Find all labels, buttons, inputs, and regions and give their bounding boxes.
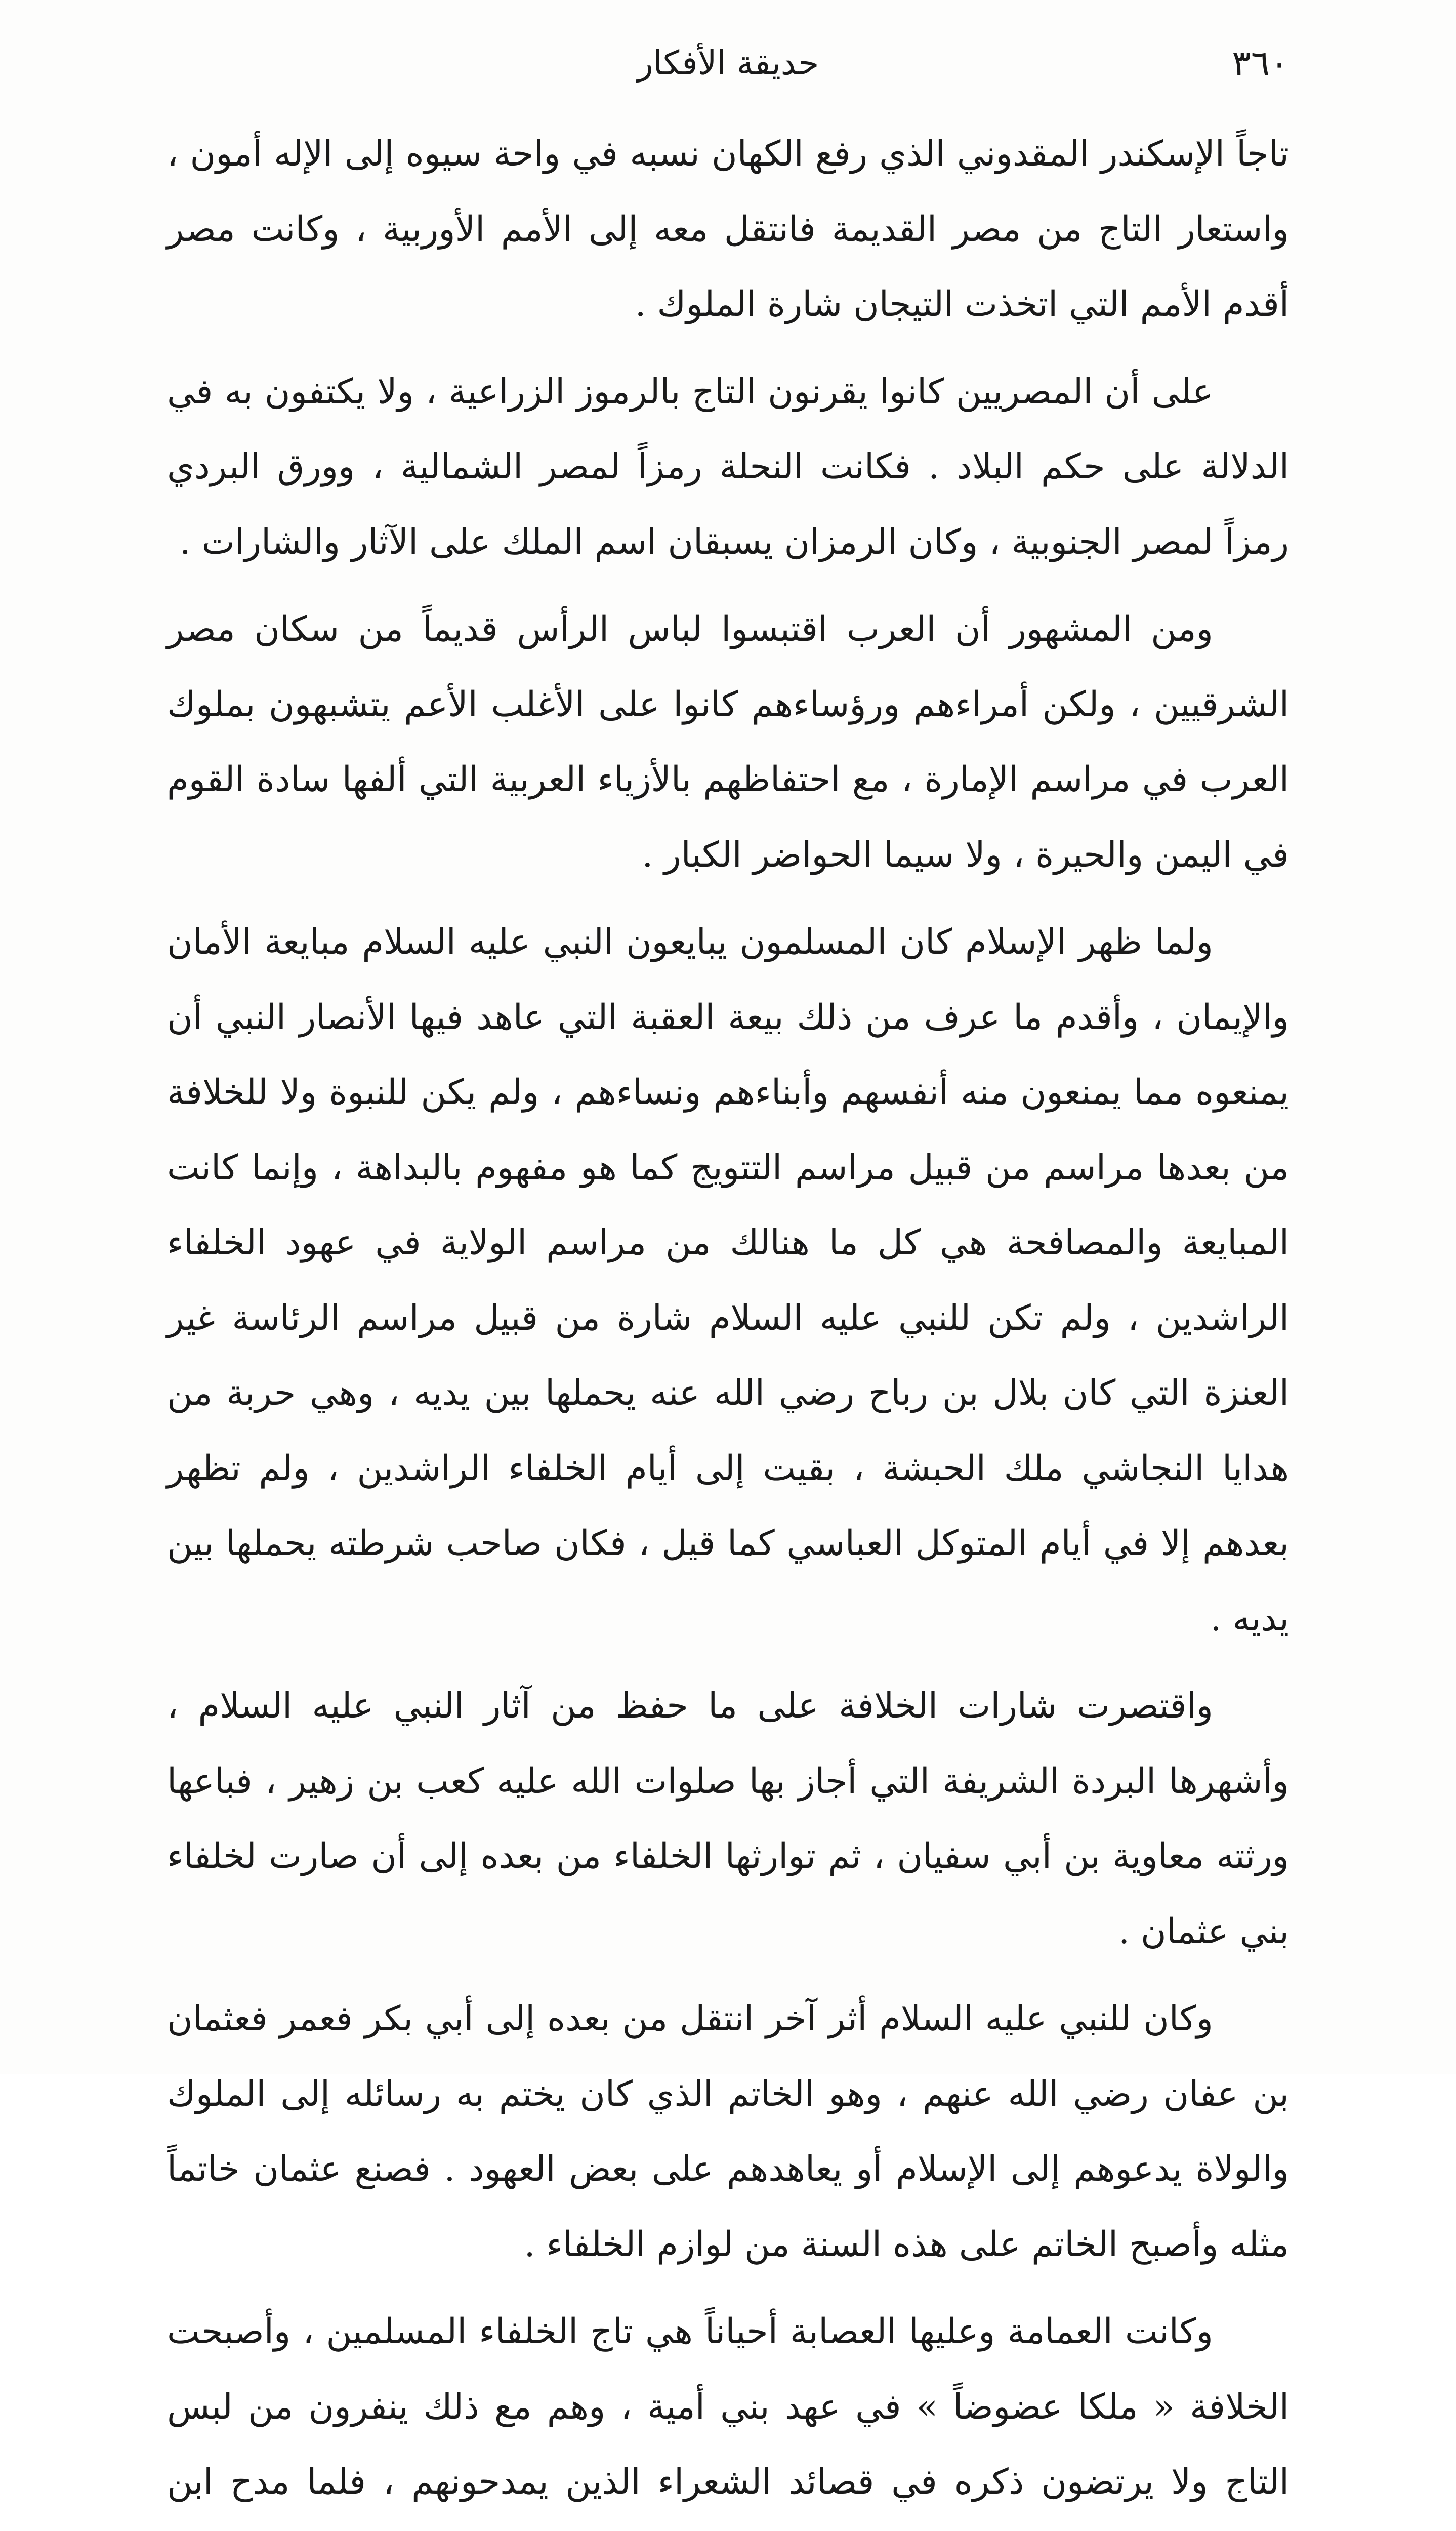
paragraph: على أن المصريين كانوا يقرنون التاج بالرموز الزراعية ، ولا يكتفون به في الدلالة على حكم البلاد . فكانت النحلة رمزاً لمصر الشمالية ، وورق البردي رمزاً لمصر الجنوبية ، وكان الرمزان يسبقان اسم الملك على الآثار والشارات . — [167, 371, 1289, 562]
paragraph: وكان للنبي عليه السلام أثر آخر انتقل من بعده إلى أبي بكر فعمر فعثمان بن عفان رضي الله عنهم ، وهو الخاتم الذي كان يختم به رسائله إلى الملوك والولاة يدعوهم إلى الإسلام أو يعاهدهم على بعض العهود . فصنع عثمان خاتماً مثله وأصبح الخاتم على هذه السنة من لوازم الخلفاء . — [167, 1998, 1289, 2265]
paragraph: ومن المشهور أن العرب اقتبسوا لباس الرأس قديماً من سكان مصر الشرقيين ، ولكن أمراءهم ورؤساءهم كانوا على الأغلب الأعم يتشبهون بملوك العرب في مراسم الإمارة ، مع احتفاظهم بالأزياء العربية التي ألفها سادة القوم في اليمن والحيرة ، ولا سيما الحواضر الكبار . — [167, 609, 1289, 875]
paragraph: واقتصرت شارات الخلافة على ما حفظ من آثار النبي عليه السلام ، وأشهرها البردة الشريفة التي أجاز بها صلوات الله عليه كعب بن زهير ، فباعها ورثته معاوية بن أبي سفيان ، ثم توارثها الخلفاء من بعده إلى أن صارت لخلفاء بني عثمان . — [167, 1686, 1289, 1952]
paragraph: وكانت العمامة وعليها العصابة أحياناً هي تاج الخلفاء المسلمين ، وأصبحت الخلافة « ملكا عضوضاً » في عهد بني أمية ، وهم مع ذلك ينفرون من لبس التاج ولا يرتضون ذكره في قصائد الشعراء الذين يمدحونهم ، فلما مدح ابن — [167, 2311, 1289, 2502]
body-text — [167, 116, 1289, 2531]
running-title: حديقة الأفكار — [637, 44, 819, 83]
paragraph: ولما ظهر الإسلام كان المسلمون يبايعون النبي عليه السلام مبايعة الأمان والإيمان ، وأقدم ما عرف من ذلك بيعة العقبة التي عاهد فيها الأنصار النبي أن يمنعوه مما يمنعون منه أنفسهم وأبناءهم ونساءهم ، ولم يكن للنبوة ولا للخلافة من بعدها مراسم من قبيل مراسم التتويج كما هو مفهوم بالبداهة ، وإنما كانت المبايعة والمصافحة هي كل ما هنالك من مراسم الولاية في عهود الخلفاء الراشدين ، ولم تكن للنبي عليه السلام شارة من قبيل مراسم الرئاسة غير العنزة التي كان بلال بن رباح رضي الله عنه يحملها بين يديه ، وهي حربة من هدايا النجاشي ملك الحبشة ، بقيت إلى أيام الخلفاء الراشدين ، ولم تظهر بعدهم إلا في أيام المتوكل العباسي كما قيل ، فكان صاحب شرطته يحملها بين يديه . — [167, 922, 1289, 1639]
page-number: ٣٦٠ — [1232, 43, 1289, 84]
page-header — [167, 35, 1289, 91]
paragraph: تاجاً الإسكندر المقدوني الذي رفع الكهان نسبه في واحة سيوه إلى الإله أمون ، واستعار التاج من مصر القديمة فانتقل معه إلى الأمم الأوربية ، وكانت مصر أقدم الأمم التي اتخذت التيجان شارة الملوك . — [167, 134, 1289, 324]
